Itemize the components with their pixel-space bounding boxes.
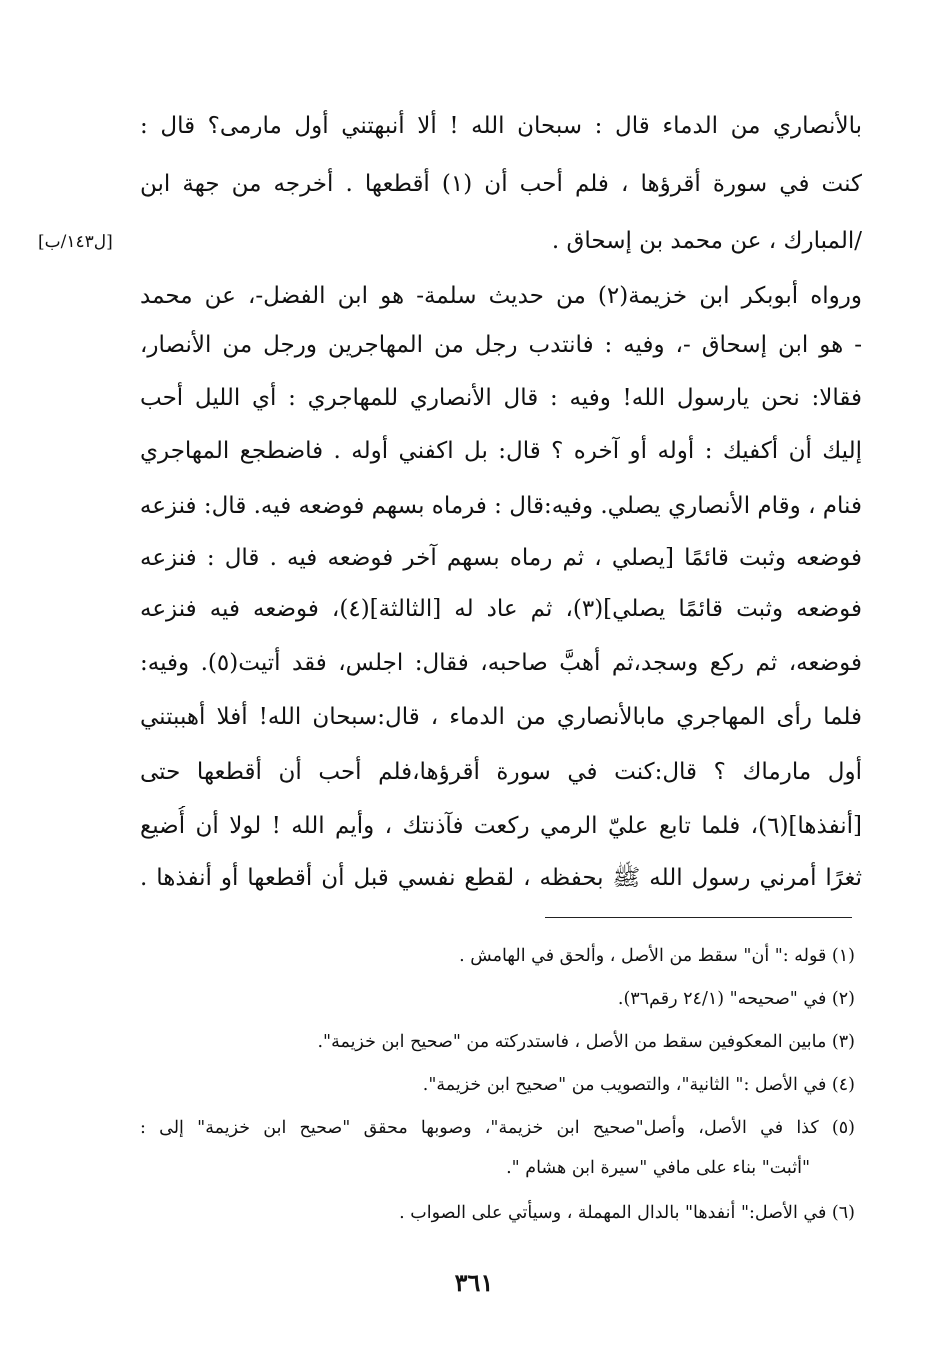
body-line: فوضعه، ثم ركع وسجد،ثم أهبَّ صاحبه، فقال: اجلس، فقد أتيت(٥). وفيه: <box>140 650 862 676</box>
body-line: أول مارماك ؟ قال:كنت في سورة أقرؤها،فلم أحب أن أقطعها حتى <box>140 759 862 785</box>
body-line: ورواه أبوبكر ابن خزيمة(٢) من حديث سلمة- هو ابن الفضل-، عن محمد <box>140 283 862 309</box>
body-line: فنام ، وقام الأنصاري يصلي. وفيه:قال : فرماه بسهم فوضعه فيه. قال: فنزعه <box>140 493 862 519</box>
body-line: ثغرًا أمرني رسول الله ﷺ بحفظه ، لقطع نفسي قبل أن أقطعها أو أنفذها . <box>140 865 862 891</box>
body-line: فوضعه وثبت قائمًا يصلي](٣)، ثم عاد له [الثالثة](٤)، فوضعه فيه فنزعه <box>140 596 862 622</box>
footnote: (٣) مابين المعكوفين سقط من الأصل ، فاستدركته من "صحيح ابن خزيمة". <box>317 1032 855 1052</box>
body-line: /المبارك ، عن محمد بن إسحاق . <box>551 228 862 254</box>
page-number: ٣٦١ <box>454 1268 494 1297</box>
footnote: (١) قوله :" أن" سقط من الأصل ، وألحق في الهامش . <box>459 946 855 966</box>
body-line: كنت في سورة أقرؤها ، فلم أحب أن (١) أقطعها . أخرجه من جهة ابن <box>140 171 862 197</box>
body-line: - هو ابن إسحاق -، وفيه : فانتدب رجل من المهاجرين ورجل من الأنصار، <box>140 332 862 358</box>
body-line: [أنفذها](٦)، فلما تابع عليّ الرمي ركعت فآذنتك ، وأيم الله ! لولا أن أُضيع <box>140 813 862 839</box>
footnote: (٦) في الأصل:" أنفدها" بالدال المهملة ، وسيأتي على الصواب . <box>399 1203 855 1223</box>
footnote: (٢) في "صحيحه" (٢٤/١ رقم٣٦). <box>617 989 855 1009</box>
body-line: إليك أن أكفيك : أوله أو آخره ؟ قال: بل اكفني أوله . فاضطجع المهاجري <box>140 438 862 464</box>
body-line: بالأنصاري من الدماء قال : سبحان الله ! ألا أنبهتني أول مارمى؟ قال : <box>140 113 862 139</box>
body-line: فلما رأى المهاجري مابالأنصاري من الدماء ، قال:سبحان الله! أفلا أهببتني <box>140 704 862 730</box>
body-line: فقالا: نحن يارسول الله! وفيه : قال الأنصاري للمهاجري : أي الليل أحب <box>140 385 862 411</box>
manuscript-folio-note: [ل١٤٣/ب] <box>38 232 113 252</box>
footnote: (٥) كذا في الأصل، وأصل"صحيح ابن خزيمة"، وصوبها محقق "صحيح ابن خزيمة" إلى : <box>140 1118 855 1138</box>
footnote-continuation: "أثبت" بناء على مافي "سيرة ابن هشام ". <box>506 1158 810 1178</box>
footnote-separator <box>545 917 852 918</box>
body-line: فوضعه وثبت قائمًا [يصلي ، ثم رماه بسهم آخر فوضعه فيه . قال : فنزعه <box>140 545 862 571</box>
footnote: (٤) في الأصل :" الثانية"، والتصويب من "صحيح ابن خزيمة". <box>422 1075 855 1095</box>
